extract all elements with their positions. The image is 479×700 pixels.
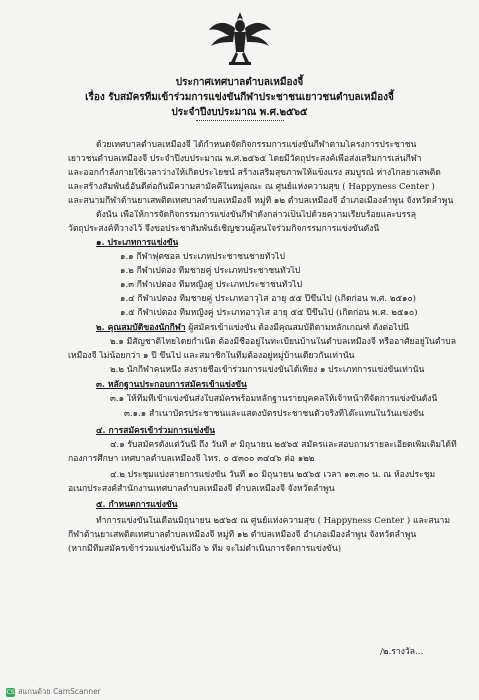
- intro-line: และสร้างสัมพันธ์อันดีต่อกันมีความสามัคคีในหมู่คณะ ณ ศูนย์แห่งความสุข ( Happyness Center ): [68, 182, 435, 192]
- section-line: (หากมีทีมสมัครเข้าร่วมแข่งขันไม่ถึง ๖ ทีม จะไม่ดำเนินการจัดการแข่งขัน): [68, 544, 342, 554]
- section-heading: ๑. ประเภทการแข่งขัน: [96, 238, 179, 248]
- section-line: ทำการแข่งขันในเดือนมิถุนายน ๒๕๖๕ ณ ศูนย์แห่งความสุข ( Happyness Center ) และสนาม: [96, 516, 450, 526]
- section-heading-rest: ผู้สมัครเข้าแข่งขัน ต้องมีคุณสมบัติตามหลักเกณฑ์ ดังต่อไปนี้: [185, 323, 409, 333]
- section-heading-row: [96, 323, 409, 334]
- section-line: ๒.๒ นักกีฬาคนหนึ่ง สงรายชื่อเข้าร่วมการแข่งขันได้เพียง ๑ ประเภทการแข่งขันเท่านั้น: [110, 365, 425, 375]
- intro-line: ด้วยเทศบาลตำบลเหมืองจี้ ได้กำหนดจัดกิจกรรมการแข่งขันกีฬาตามโครงการประชาชน: [96, 140, 417, 150]
- divider: [196, 120, 284, 121]
- announcement-subject: เรื่อง รับสมัครทีมเข้าร่วมการแข่งขันกีฬาประชาชนเยาวชนตำบลเหมืองจี้: [85, 92, 394, 103]
- fiscal-year: ประจำปีงบประมาณ พ.ศ.๒๕๖๕: [171, 107, 308, 118]
- intro-line: วัตถุประสงค์ที่วางไว้ จึงขอประชาสัมพันธ์เชิญชวนผู้สนใจร่วมกิจกรรมการแข่งขันดังนี้: [68, 224, 380, 234]
- camscanner-label: สแกนด้วย CamScanner: [18, 687, 101, 696]
- section-line: เหมืองจี้ ไม่น้อยกว่า ๑ ปี ขึ้นไป และสมาชิกในทีมต้องอยู่หมู่บ้านเดียวกันเท่านั้น: [68, 351, 355, 361]
- intro-line: และออกกำลังกายใช้เวลาว่างให้เกิดประโยชน์ สร้างเสริมสุขภาพให้แข็งแรง สมบูรณ์ ห่างไกลยาเสพติด: [68, 168, 441, 178]
- garuda-emblem-icon: [207, 8, 273, 66]
- section-line: กีฬาต้านยาเสพติดเทศบาลตำบลเหมืองจี้ หมู่ที่ ๑๒ ตำบลเหมืองจี้ อำเภอเมืองลำพูน จังหวัดลำพูน: [68, 530, 417, 540]
- section-heading: ๒. คุณสมบัติของนักกีฬา: [96, 323, 186, 333]
- next-page-reference: /๒.รางวัล...: [380, 647, 424, 657]
- section-line: ๓.๑ ให้ทีมที่เข้าแข่งขันส่งใบสมัครพร้อมหลักฐานรายบุคคลให้เจ้าหน้าที่จัดการแข่งขันดังนี้: [110, 394, 438, 404]
- list-item: ๑.๓ กีฬาเปตอง ทีมหญิงคู่ ประเภทประชาชนทั่วไป: [120, 280, 303, 290]
- list-item: ๑.๒ กีฬาเปตอง ทีมชายคู่ ประเภทประชาชนทั่วไป: [120, 266, 301, 276]
- section-line: ๒.๑ มีสัญชาติไทยโดยกำเนิด ต้องมีชื่ออยู่ในทะเบียนบ้านในตำบลเหมืองจี้ หรืออาศัยอยู่ในตำบล: [110, 337, 456, 347]
- camscanner-icon: CS: [6, 688, 15, 696]
- section-heading: ๓. หลักฐานประกอบการสมัครเข้าแข่งขัน: [96, 380, 247, 390]
- section-line: กองการศึกษา เทศบาลตำบลเหมืองจี้ โทร. ๐ ๕๓๐๐ ๓๔๔๖ ต่อ ๑๒๒: [68, 454, 315, 464]
- section-line: ๔.๒ ประชุมแบ่งสายการแข่งขัน วันที่ ๑๐ มิถุนายน ๒๕๖๕ เวลา ๑๓.๓๐ น. ณ ห้องประชุม: [110, 470, 436, 480]
- section-line: ๔.๑ รับสมัครตั้งแต่วันนี้ ถึง วันที่ ๙ มิถุนายน ๒๕๖๕ สมัครและสอบถามรายละเอียดเพิ่มเติมได้ที่: [110, 440, 457, 450]
- intro-line: และสนามกีฬาต้านยาเสพติดเทศบาลตำบลเหมืองจี้ หมู่ที่ ๑๒ ตำบลเหมืองจี้ อำเภอเมืองลำพูน จังหวัดลำพูน: [68, 196, 454, 206]
- intro-line: เยาวชนตำบลเหมืองจี้ ประจำปีงบประมาณ พ.ศ.๒๕๖๕ โดยมีวัตถุประสงค์เพื่อส่งเสริมการเล่นกีฬา: [68, 154, 422, 164]
- list-item: ๑.๕ กีฬาเปตอง ทีมหญิงคู่ ประเภทอาวุโส อายุ ๕๕ ปีขึ้นไป (เกิดก่อน พ.ศ. ๒๕๑๐): [120, 308, 418, 318]
- list-item: ๑.๔ กีฬาเปตอง ทีมชายคู่ ประเภทอาวุโส อายุ ๕๕ ปีขึ้นไป (เกิดก่อน พ.ศ. ๒๕๑๐): [120, 294, 417, 304]
- list-item: ๑.๑ กีฬาฟุตซอล ประเภทประชาชนชายทั่วไป: [120, 252, 285, 262]
- announcement-title: ประกาศเทศบาลตำบลเหมืองจี้: [175, 77, 304, 88]
- section-line: ๓.๑.๑ สำเนาบัตรประชาชนและแสดงบัตรประชาชนตัวจริงที่โต๊ะแทนในวันแข่งขัน: [124, 409, 425, 419]
- intro-line: ดังนั้น เพื่อให้การจัดกิจกรรมการแข่งขันกีฬาดังกล่าวเป็นไปด้วยความเรียบร้อยและบรรลุ: [96, 210, 417, 220]
- section-line: อเนกประสงค์สำนักงานเทศบาลตำบลเหมืองจี้ ตำบลเหมืองจี้ จังหวัดลำพูน: [68, 484, 335, 494]
- camscanner-watermark: [6, 686, 101, 698]
- section-heading: ๔. การสมัครเข้าร่วมการแข่งขัน: [96, 426, 216, 436]
- section-heading: ๕. กำหนดการแข่งขัน: [96, 500, 178, 510]
